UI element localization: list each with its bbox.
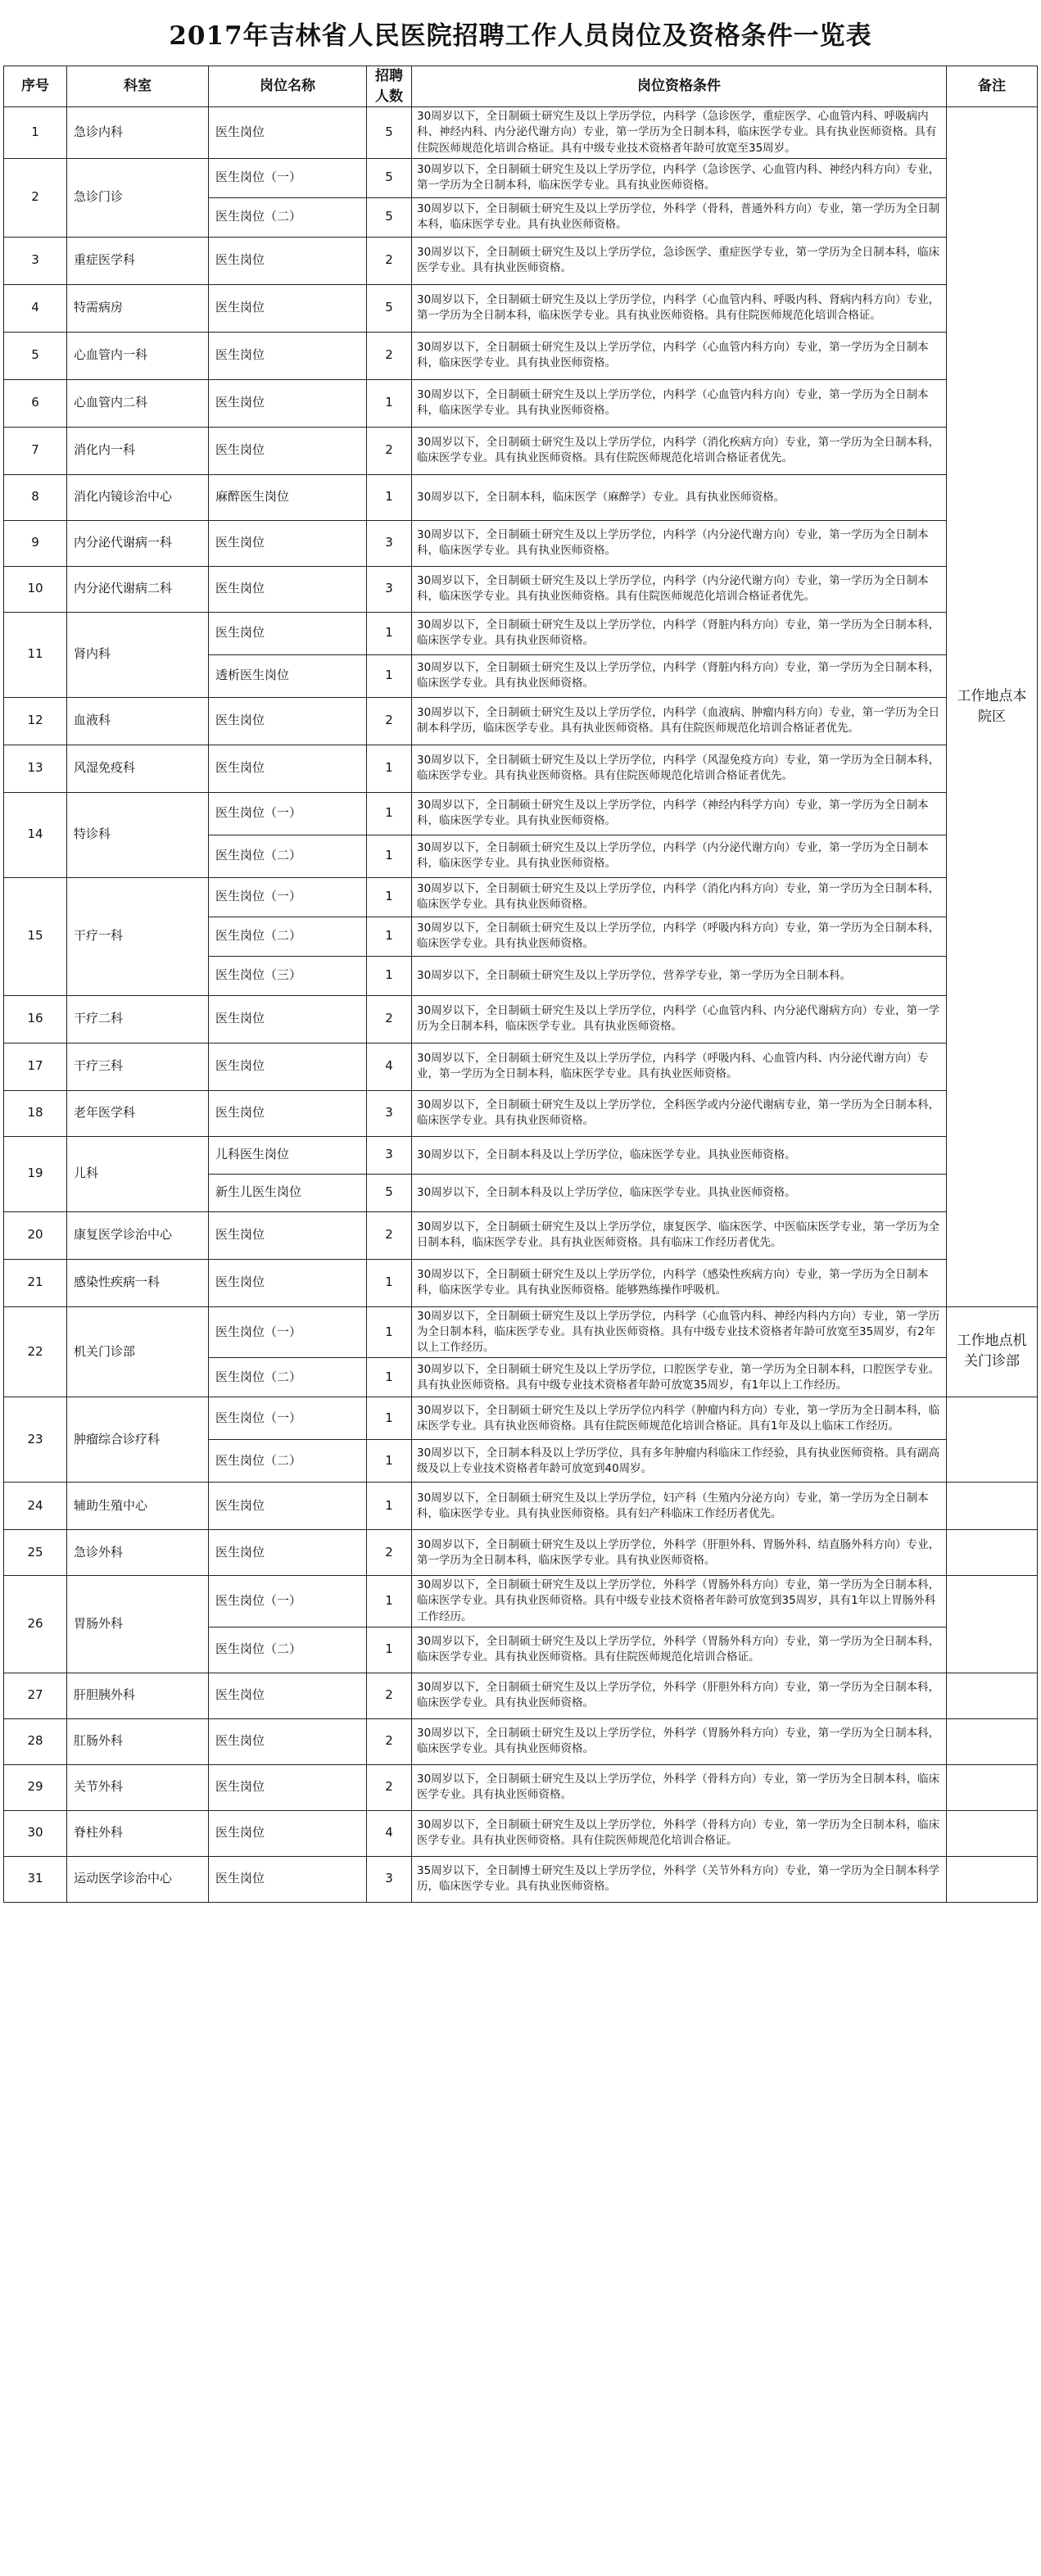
cell-post: 医生岗位 <box>209 1259 367 1306</box>
page-title: 2017年吉林省人民医院招聘工作人员岗位及资格条件一览表 <box>169 20 872 51</box>
cell-dept: 急诊外科 <box>67 1530 209 1576</box>
cell-qualification: 30周岁以下，全日制硕士研究生及以上学历学位，内科学（急诊医学，重症医学、心血管内科、呼吸病内科、神经内科、内分泌代谢方向）专业，第一学历为全日制本科，临床医学专业。具有执业医师资格。具有住院医师规范化培训合格证。具有中级专业技术资格者年龄可放宽至35周岁。 <box>412 107 947 158</box>
cell-qualification: 30周岁以下，全日制本科，临床医学（麻醉学）专业。具有执业医师资格。 <box>412 474 947 520</box>
cell-post: 医生岗位 <box>209 332 367 379</box>
cell-qualification: 30周岁以下，全日制硕士研究生及以上学历学位，内科学（血液病、肿瘤内科方向）专业，第一学历为全日制本科学历，临床医学专业。具有执业医师资格。具有住院医师规范化培训合格证者优先。 <box>412 697 947 745</box>
table-row <box>4 237 1038 284</box>
header-row <box>4 66 1038 107</box>
table-row <box>4 1090 1038 1136</box>
cell-seq: 15 <box>4 877 67 995</box>
table-body <box>4 107 1038 1902</box>
cell-seq: 23 <box>4 1397 67 1483</box>
cell-seq: 20 <box>4 1211 67 1259</box>
cell-seq: 7 <box>4 427 67 474</box>
cell-dept: 老年医学科 <box>67 1090 209 1136</box>
cell-dept: 干疗二科 <box>67 995 209 1043</box>
table-row <box>4 1306 1038 1357</box>
cell-count: 5 <box>367 107 412 158</box>
cell-dept: 运动医学诊治中心 <box>67 1856 209 1902</box>
cell-qualification: 30周岁以下，全日制硕士研究生及以上学历学位，外科学（骨科方向）专业，第一学历为全日制本科，临床医学专业。具有执业医师资格。 <box>412 1764 947 1810</box>
cell-qualification: 30周岁以下，全日制硕士研究生及以上学历学位，全科医学或内分泌代谢病专业，第一学历为全日制本科，临床医学专业。具有执业医师资格。 <box>412 1090 947 1136</box>
cell-qualification: 30周岁以下，全日制硕士研究生及以上学历学位，外科学（肝胆外科方向）专业，第一学历为全日制本科，临床医学专业。具有执业医师资格。 <box>412 1673 947 1718</box>
cell-seq: 29 <box>4 1764 67 1810</box>
cell-seq: 4 <box>4 284 67 332</box>
cell-dept: 急诊门诊 <box>67 158 209 237</box>
cell-seq: 21 <box>4 1259 67 1306</box>
cell-count: 1 <box>367 1397 412 1440</box>
cell-dept: 肛肠外科 <box>67 1718 209 1764</box>
cell-qualification: 30周岁以下，全日制本科及以上学历学位，临床医学专业。具执业医师资格。 <box>412 1174 947 1211</box>
cell-count: 1 <box>367 745 412 792</box>
cell-post: 医生岗位（二） <box>209 1440 367 1483</box>
cell-seq: 2 <box>4 158 67 237</box>
cell-post: 医生岗位 <box>209 1483 367 1530</box>
cell-dept: 胃肠外科 <box>67 1576 209 1673</box>
cell-count: 1 <box>367 917 412 956</box>
cell-seq: 13 <box>4 745 67 792</box>
cell-count: 2 <box>367 1718 412 1764</box>
cell-note-empty <box>947 1856 1038 1902</box>
cell-post: 医生岗位（三） <box>209 956 367 995</box>
cell-qualification: 30周岁以下，全日制硕士研究生及以上学历学位，外科学（胃肠外科方向）专业，第一学历为全日制本科，临床医学专业。具有执业医师资格。具有住院医师规范化培训合格证。 <box>412 1627 947 1673</box>
cell-qualification: 30周岁以下，全日制硕士研究生及以上学历学位，口腔医学专业，第一学历为全日制本科，口腔医学专业。具有执业医师资格。具有中级专业技术资格者年龄可放宽35周岁，有1年以上工作经历。 <box>412 1358 947 1397</box>
cell-post: 医生岗位 <box>209 237 367 284</box>
cell-dept: 消化内一科 <box>67 427 209 474</box>
cell-seq: 14 <box>4 792 67 877</box>
cell-count: 1 <box>367 1306 412 1357</box>
cell-seq: 8 <box>4 474 67 520</box>
cell-dept: 康复医学诊治中心 <box>67 1211 209 1259</box>
cell-seq: 17 <box>4 1043 67 1090</box>
header-count: 招聘人数 <box>367 66 412 107</box>
cell-dept: 儿科 <box>67 1136 209 1211</box>
table-row <box>4 697 1038 745</box>
table-row <box>4 379 1038 427</box>
cell-post: 医生岗位 <box>209 107 367 158</box>
cell-post: 医生岗位 <box>209 1211 367 1259</box>
cell-post: 医生岗位 <box>209 612 367 654</box>
table-row <box>4 474 1038 520</box>
table-row <box>4 1136 1038 1174</box>
cell-dept: 特诊科 <box>67 792 209 877</box>
cell-dept: 肝胆胰外科 <box>67 1673 209 1718</box>
cell-post: 医生岗位 <box>209 427 367 474</box>
cell-qualification: 30周岁以下，全日制硕士研究生及以上学历学位，外科学（骨科，普通外科方向）专业，第一学历为全日制本科，临床医学专业。具有执业医师资格。 <box>412 197 947 237</box>
table-row <box>4 520 1038 566</box>
table-row <box>4 566 1038 612</box>
cell-dept: 肾内科 <box>67 612 209 697</box>
cell-seq: 30 <box>4 1810 67 1856</box>
cell-qualification: 30周岁以下，全日制硕士研究生及以上学历学位，内科学（神经内科学方向）专业，第一学历为全日制本科，临床医学专业。具有执业医师资格。 <box>412 792 947 835</box>
cell-dept: 关节外科 <box>67 1764 209 1810</box>
table-row <box>4 1259 1038 1306</box>
cell-post: 医生岗位（二） <box>209 835 367 877</box>
cell-count: 3 <box>367 1856 412 1902</box>
cell-post: 透析医生岗位 <box>209 654 367 697</box>
cell-note-empty <box>947 1576 1038 1673</box>
cell-dept: 血液科 <box>67 697 209 745</box>
header-post: 岗位名称 <box>209 66 367 107</box>
cell-qualification: 30周岁以下，全日制硕士研究生及以上学历学位，外科学（肝胆外科、胃肠外科、结直肠外科方向）专业，第一学历为全日制本科，临床医学专业。具有执业医师资格。 <box>412 1530 947 1576</box>
cell-note-main: 工作地点本院区 <box>947 107 1038 1306</box>
cell-dept: 脊柱外科 <box>67 1810 209 1856</box>
cell-post: 医生岗位（二） <box>209 917 367 956</box>
cell-dept: 特需病房 <box>67 284 209 332</box>
table-row <box>4 1718 1038 1764</box>
table-row <box>4 1810 1038 1856</box>
cell-post: 医生岗位 <box>209 995 367 1043</box>
cell-post: 医生岗位 <box>209 697 367 745</box>
cell-dept: 机关门诊部 <box>67 1306 209 1397</box>
cell-seq: 25 <box>4 1530 67 1576</box>
cell-post: 医生岗位 <box>209 566 367 612</box>
cell-count: 1 <box>367 877 412 917</box>
cell-qualification: 30周岁以下，全日制硕士研究生及以上学历学位，妇产科（生殖内分泌方向）专业，第一学历为全日制本科，临床医学专业。具有执业医师资格。具有妇产科临床工作经历者优先。 <box>412 1483 947 1530</box>
cell-note-empty <box>947 1673 1038 1718</box>
cell-note-empty <box>947 1530 1038 1576</box>
cell-count: 1 <box>367 474 412 520</box>
cell-dept: 干疗三科 <box>67 1043 209 1090</box>
table-row <box>4 1673 1038 1718</box>
cell-count: 5 <box>367 1174 412 1211</box>
cell-qualification: 30周岁以下，全日制硕士研究生及以上学历学位，内科学（感染性疾病方向）专业，第一学历为全日制本科，临床医学专业。具有执业医师资格。能够熟练操作呼吸机。 <box>412 1259 947 1306</box>
cell-post: 医生岗位 <box>209 520 367 566</box>
cell-qualification: 30周岁以下，全日制硕士研究生及以上学历学位，内科学（心血管内科方向）专业，第一学历为全日制本科，临床医学专业。具有执业医师资格。 <box>412 332 947 379</box>
cell-dept: 急诊内科 <box>67 107 209 158</box>
cell-seq: 12 <box>4 697 67 745</box>
cell-post: 医生岗位 <box>209 284 367 332</box>
cell-post: 医生岗位（二） <box>209 197 367 237</box>
cell-count: 4 <box>367 1810 412 1856</box>
cell-count: 2 <box>367 1211 412 1259</box>
recruitment-table <box>3 66 1038 1903</box>
cell-post: 医生岗位 <box>209 1043 367 1090</box>
cell-post: 医生岗位（一） <box>209 1576 367 1627</box>
table-row <box>4 1483 1038 1530</box>
cell-count: 1 <box>367 792 412 835</box>
cell-seq: 11 <box>4 612 67 697</box>
cell-count: 3 <box>367 566 412 612</box>
cell-count: 3 <box>367 520 412 566</box>
table-row <box>4 1211 1038 1259</box>
cell-seq: 31 <box>4 1856 67 1902</box>
cell-count: 3 <box>367 1136 412 1174</box>
table-row <box>4 745 1038 792</box>
cell-count: 1 <box>367 379 412 427</box>
cell-count: 1 <box>367 654 412 697</box>
cell-qualification: 30周岁以下，全日制硕士研究生及以上学历学位，内科学（风湿免疫方向）专业，第一学历为全日制本科，临床医学专业。具有执业医师资格。具有住院医师规范化培训合格证者优先。 <box>412 745 947 792</box>
cell-seq: 6 <box>4 379 67 427</box>
header-note: 备注 <box>947 66 1038 107</box>
table-row <box>4 158 1038 197</box>
cell-seq: 3 <box>4 237 67 284</box>
cell-qualification: 30周岁以下，全日制本科及以上学历学位，具有多年肿瘤内科临床工作经验，具有执业医师资格。具有副高级及以上专业技术资格者年龄可放宽到40周岁。 <box>412 1440 947 1483</box>
cell-count: 1 <box>367 1483 412 1530</box>
cell-post: 医生岗位 <box>209 1810 367 1856</box>
cell-seq: 22 <box>4 1306 67 1397</box>
cell-note-empty <box>947 1718 1038 1764</box>
table-row <box>4 1576 1038 1627</box>
table-row <box>4 427 1038 474</box>
cell-seq: 1 <box>4 107 67 158</box>
cell-dept: 风湿免疫科 <box>67 745 209 792</box>
table-row <box>4 1856 1038 1902</box>
table-row <box>4 612 1038 654</box>
cell-seq: 26 <box>4 1576 67 1673</box>
cell-count: 1 <box>367 1440 412 1483</box>
cell-qualification: 30周岁以下，全日制硕士研究生及以上学历学位，内科学（心血管内科、呼吸内科、肾病内科方向）专业，第一学历为全日制本科，临床医学专业。具有执业医师资格。具有住院医师规范化培训合格证。 <box>412 284 947 332</box>
cell-count: 2 <box>367 332 412 379</box>
cell-count: 1 <box>367 612 412 654</box>
cell-count: 3 <box>367 1090 412 1136</box>
cell-qualification: 30周岁以下，全日制硕士研究生及以上学历学位，外科学（胃肠外科方向）专业，第一学历为全日制本科，临床医学专业。具有执业医师资格。具有中级专业技术资格者年龄可放宽到35周岁，具有1年以上胃肠外科工作经历。 <box>412 1576 947 1627</box>
cell-seq: 24 <box>4 1483 67 1530</box>
cell-note-jiguan: 工作地点机关门诊部 <box>947 1306 1038 1397</box>
table-row <box>4 877 1038 917</box>
cell-seq: 28 <box>4 1718 67 1764</box>
cell-seq: 16 <box>4 995 67 1043</box>
cell-qualification: 30周岁以下，全日制硕士研究生及以上学历学位，内科学（内分泌代谢方向）专业，第一学历为全日制本科，临床医学专业。具有执业医师资格。 <box>412 835 947 877</box>
cell-count: 2 <box>367 1764 412 1810</box>
cell-dept: 消化内镜诊治中心 <box>67 474 209 520</box>
cell-qualification: 30周岁以下，全日制硕士研究生及以上学历学位，内科学（内分泌代谢方向）专业，第一学历为全日制本科，临床医学专业。具有执业医师资格。 <box>412 520 947 566</box>
cell-post: 新生儿医生岗位 <box>209 1174 367 1211</box>
cell-post: 医生岗位（一） <box>209 1306 367 1357</box>
cell-seq: 5 <box>4 332 67 379</box>
cell-dept: 内分泌代谢病二科 <box>67 566 209 612</box>
cell-seq: 10 <box>4 566 67 612</box>
cell-count: 4 <box>367 1043 412 1090</box>
cell-qualification: 30周岁以下，全日制硕士研究生及以上学历学位，内科学（急诊医学、心血管内科、神经内科方向）专业，第一学历为全日制本科，临床医学专业。具有执业医师资格。 <box>412 158 947 197</box>
cell-dept: 干疗一科 <box>67 877 209 995</box>
cell-count: 1 <box>367 1627 412 1673</box>
cell-qualification: 30周岁以下，全日制硕士研究生及以上学历学位，内科学（消化内科方向）专业，第一学历为全日制本科，临床医学专业。具有执业医师资格。 <box>412 877 947 917</box>
cell-post: 儿科医生岗位 <box>209 1136 367 1174</box>
cell-post: 医生岗位 <box>209 1764 367 1810</box>
cell-count: 2 <box>367 995 412 1043</box>
table-row <box>4 995 1038 1043</box>
table-row <box>4 1764 1038 1810</box>
cell-qualification: 30周岁以下，全日制硕士研究生及以上学历学位，内科学（内分泌代谢方向）专业，第一学历为全日制本科，临床医学专业。具有执业医师资格。具有住院医师规范化培训合格证者优先。 <box>412 566 947 612</box>
cell-qualification: 30周岁以下，全日制硕士研究生及以上学历学位，营养学专业，第一学历为全日制本科。 <box>412 956 947 995</box>
cell-post: 医生岗位（二） <box>209 1358 367 1397</box>
table-row <box>4 284 1038 332</box>
cell-post: 医生岗位（二） <box>209 1627 367 1673</box>
cell-qualification: 30周岁以下，全日制硕士研究生及以上学历学位，内科学（心血管内科、内分泌代谢病方向）专业，第一学历为全日制本科，临床医学专业。具有执业医师资格。 <box>412 995 947 1043</box>
cell-count: 1 <box>367 1576 412 1627</box>
cell-note-empty <box>947 1397 1038 1483</box>
cell-post: 医生岗位 <box>209 1090 367 1136</box>
cell-dept: 肿瘤综合诊疗科 <box>67 1397 209 1483</box>
cell-seq: 19 <box>4 1136 67 1211</box>
cell-qualification: 35周岁以下，全日制博士研究生及以上学历学位，外科学（关节外科方向）专业，第一学历为全日制本科学历，临床医学专业。具有执业医师资格。 <box>412 1856 947 1902</box>
cell-seq: 27 <box>4 1673 67 1718</box>
cell-qualification: 30周岁以下，全日制硕士研究生及以上学历学位，内科学（呼吸内科、心血管内科、内分泌代谢方向）专业，第一学历为全日制本科，临床医学专业。具有执业医师资格。 <box>412 1043 947 1090</box>
cell-qualification: 30周岁以下，全日制硕士研究生及以上学历学位，内科学（肾脏内科方向）专业，第一学历为全日制本科，临床医学专业。具有执业医师资格。 <box>412 654 947 697</box>
cell-post: 医生岗位 <box>209 1718 367 1764</box>
cell-count: 5 <box>367 284 412 332</box>
cell-count: 5 <box>367 197 412 237</box>
cell-note-empty <box>947 1810 1038 1856</box>
cell-dept: 心血管内二科 <box>67 379 209 427</box>
cell-note-empty <box>947 1483 1038 1530</box>
cell-seq: 9 <box>4 520 67 566</box>
cell-qualification: 30周岁以下，全日制硕士研究生及以上学历学位，康复医学、临床医学、中医临床医学专业，第一学历为全日制本科，临床医学专业。具有执业医师资格。具有临床工作经历者优先。 <box>412 1211 947 1259</box>
cell-qualification: 30周岁以下，全日制硕士研究生及以上学历学位，内科学（消化疾病方向）专业，第一学历为全日制本科，临床医学专业。具有执业医师资格。具有住院医师规范化培训合格证者优先。 <box>412 427 947 474</box>
cell-count: 5 <box>367 158 412 197</box>
cell-count: 1 <box>367 1358 412 1397</box>
cell-post: 医生岗位 <box>209 379 367 427</box>
table-row <box>4 1530 1038 1576</box>
table-row <box>4 1397 1038 1440</box>
cell-dept: 心血管内一科 <box>67 332 209 379</box>
cell-count: 2 <box>367 1673 412 1718</box>
cell-post: 医生岗位（一） <box>209 877 367 917</box>
cell-dept: 内分泌代谢病一科 <box>67 520 209 566</box>
cell-qualification: 30周岁以下，全日制硕士研究生及以上学历学位，外科学（胃肠外科方向）专业，第一学历为全日制本科，临床医学专业。具有执业医师资格。 <box>412 1718 947 1764</box>
table-row <box>4 107 1038 158</box>
header-seq: 序号 <box>4 66 67 107</box>
cell-dept: 重症医学科 <box>67 237 209 284</box>
cell-post: 医生岗位（一） <box>209 1397 367 1440</box>
cell-post: 医生岗位 <box>209 1530 367 1576</box>
cell-qualification: 30周岁以下，全日制硕士研究生及以上学历学位，内科学（心血管内科、神经内科内方向）专业，第一学历为全日制本科，临床医学专业。具有执业医师资格。具有中级专业技术资格者年龄可放宽至35周岁，有2年以上工作经历。 <box>412 1306 947 1357</box>
cell-count: 1 <box>367 956 412 995</box>
cell-count: 2 <box>367 697 412 745</box>
table-row <box>4 1043 1038 1090</box>
header-dept: 科室 <box>67 66 209 107</box>
table-row <box>4 792 1038 835</box>
table-row <box>4 332 1038 379</box>
cell-post: 麻醉医生岗位 <box>209 474 367 520</box>
cell-qualification: 30周岁以下，全日制本科及以上学历学位，临床医学专业。具执业医师资格。 <box>412 1136 947 1174</box>
cell-qualification: 30周岁以下，全日制硕士研究生及以上学历学位，内科学（肾脏内科方向）专业，第一学历为全日制本科，临床医学专业。具有执业医师资格。 <box>412 612 947 654</box>
cell-post: 医生岗位 <box>209 1673 367 1718</box>
cell-dept: 感染性疾病一科 <box>67 1259 209 1306</box>
cell-count: 2 <box>367 237 412 284</box>
cell-qualification: 30周岁以下，全日制硕士研究生及以上学历学位，外科学（骨科方向）专业，第一学历为全日制本科，临床医学专业。具有执业医师资格。具有住院医师规范化培训合格证。 <box>412 1810 947 1856</box>
cell-post: 医生岗位 <box>209 1856 367 1902</box>
cell-qualification: 30周岁以下，全日制硕士研究生及以上学历学位，内科学（心血管内科方向）专业，第一学历为全日制本科，临床医学专业。具有执业医师资格。 <box>412 379 947 427</box>
cell-note-empty <box>947 1764 1038 1810</box>
cell-qualification: 30周岁以下，全日制硕士研究生及以上学历学位内科学（肿瘤内科方向）专业，第一学历为全日制本科，临床医学专业。具有执业医师资格。具有住院医师规范化培训合格证。具有1年及以上临床工作经历。 <box>412 1397 947 1440</box>
cell-dept: 辅助生殖中心 <box>67 1483 209 1530</box>
cell-count: 2 <box>367 427 412 474</box>
header-qualification: 岗位资格条件 <box>412 66 947 107</box>
cell-count: 1 <box>367 835 412 877</box>
cell-post: 医生岗位（一） <box>209 158 367 197</box>
cell-count: 2 <box>367 1530 412 1576</box>
cell-post: 医生岗位（一） <box>209 792 367 835</box>
cell-seq: 18 <box>4 1090 67 1136</box>
cell-post: 医生岗位 <box>209 745 367 792</box>
cell-count: 1 <box>367 1259 412 1306</box>
cell-qualification: 30周岁以下，全日制硕士研究生及以上学历学位，内科学（呼吸内科方向）专业，第一学历为全日制本科，临床医学专业。具有执业医师资格。 <box>412 917 947 956</box>
cell-qualification: 30周岁以下，全日制硕士研究生及以上学历学位，急诊医学、重症医学专业，第一学历为全日制本科，临床医学专业。具有执业医师资格。 <box>412 237 947 284</box>
